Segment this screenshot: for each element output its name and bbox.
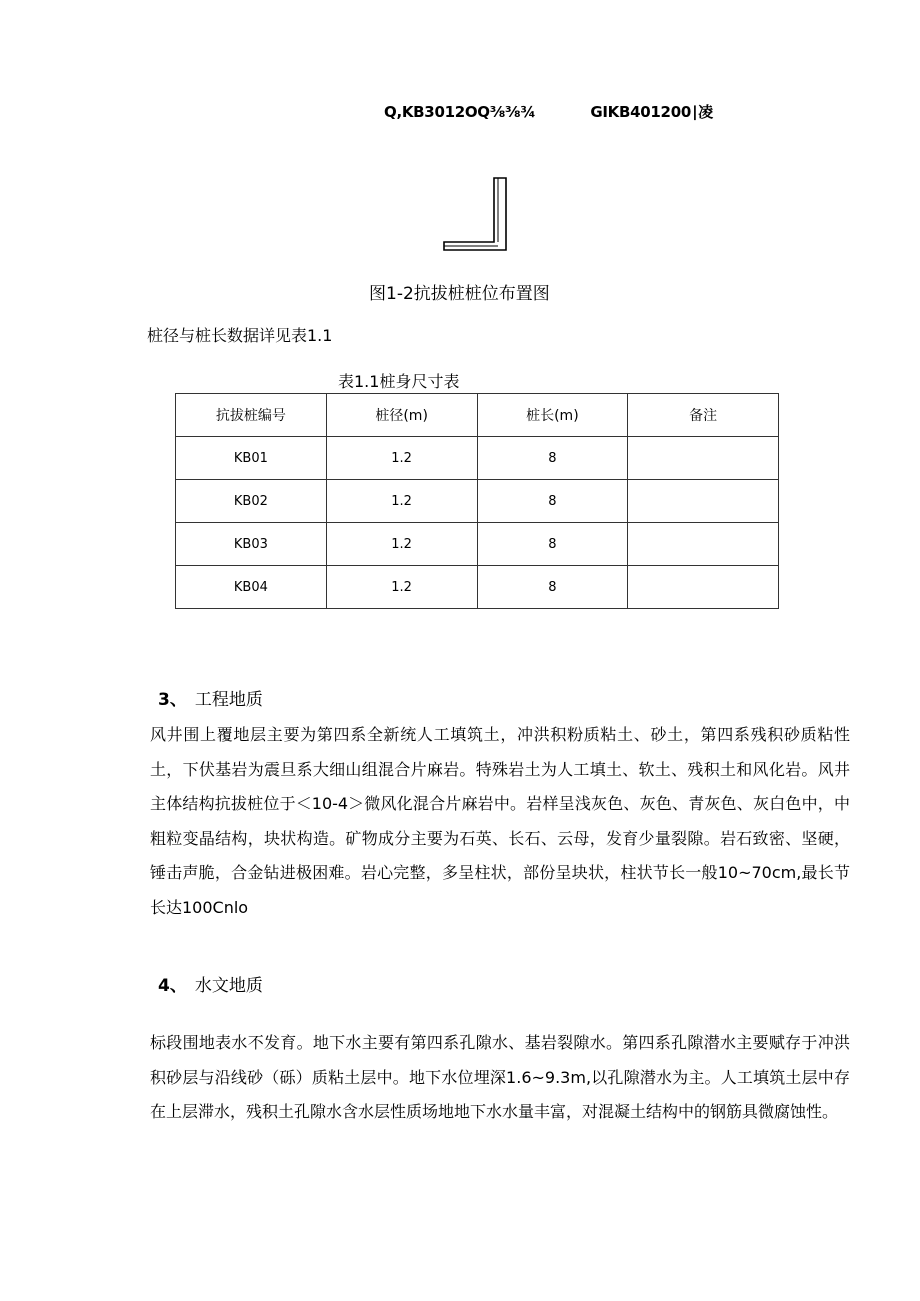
cell-remarks bbox=[628, 480, 779, 523]
figure-pile-labels bbox=[384, 101, 713, 122]
cell-pile-id: KB02 bbox=[176, 480, 327, 523]
section-3-paragraph: 风井围上覆地层主要为第四系全新统人工填筑土，冲洪积粉质粘土、砂土，第四系残积砂质粘性土，下伏基岩为震旦系大细山组混合片麻岩。特殊岩土为人工填土、软土、残积土和风化岩。风井主体结构抗拔桩位于＜10-4＞微风化混合片麻岩中。岩样呈浅灰色、灰色、青灰色、灰白色中，中粗粒变晶结构，块状构造。矿物成分主要为石英、长石、云母，发育少量裂隙。岩石致密、坚硬，锤击声脆，合金钻进极困难。岩心完整，多呈柱状，部份呈块状，柱状节长一般10~70cm,最长节长达100Cnlo bbox=[150, 725, 850, 917]
pile-label-right: GIKB401200∣凌 bbox=[590, 103, 713, 121]
cell-length: 8 bbox=[477, 480, 628, 523]
table-row bbox=[176, 480, 779, 523]
wall-outline bbox=[444, 178, 506, 250]
cell-length: 8 bbox=[477, 523, 628, 566]
header-length: 桩长(m) bbox=[477, 394, 628, 437]
section-4-paragraph: 标段围地表水不发育。地下水主要有第四系孔隙水、基岩裂隙水。第四系孔隙潜水主要赋存于冲洪积砂层与沿线砂（砾）质粘土层中。地下水位埋深1.6~9.3m,以孔隙潜水为主。人工填筑土层中存在上层滞水，残积土孔隙水含水层性质场地地下水水量丰富，对混凝土结构中的钢筋具微腐蚀性。 bbox=[150, 1033, 850, 1121]
section-3-heading bbox=[158, 685, 263, 710]
header-pile-id: 抗拔桩编号 bbox=[176, 394, 327, 437]
table-row bbox=[176, 523, 779, 566]
cell-remarks bbox=[628, 566, 779, 609]
header-diameter: 桩径(m) bbox=[326, 394, 477, 437]
section-3-number: 3、 bbox=[158, 690, 187, 710]
table-row bbox=[176, 566, 779, 609]
section-3-title: 工程地质 bbox=[194, 690, 263, 710]
pile-size-table bbox=[175, 393, 779, 609]
pile-layout-diagram bbox=[438, 176, 518, 256]
pile-label-left: Q,KB3012OQ⅜⅜¾ bbox=[384, 103, 536, 121]
section-4-title: 水文地质 bbox=[194, 976, 263, 996]
figure-caption: 图1-2抗拔桩桩位布置图 bbox=[369, 284, 550, 304]
cell-remarks bbox=[628, 523, 779, 566]
header-remarks: 备注 bbox=[628, 394, 779, 437]
table-header-row bbox=[176, 394, 779, 437]
table-caption: 表1.1桩身尺寸表 bbox=[338, 372, 460, 391]
intro-text: 桩径与桩长数据详见表1.1 bbox=[147, 326, 333, 345]
cell-pile-id: KB03 bbox=[176, 523, 327, 566]
cell-diameter: 1.2 bbox=[326, 480, 477, 523]
cell-diameter: 1.2 bbox=[326, 566, 477, 609]
table-row bbox=[176, 437, 779, 480]
cell-pile-id: KB01 bbox=[176, 437, 327, 480]
cell-length: 8 bbox=[477, 566, 628, 609]
cell-pile-id: KB04 bbox=[176, 566, 327, 609]
section-4-number: 4、 bbox=[158, 976, 187, 996]
cell-diameter: 1.2 bbox=[326, 437, 477, 480]
section-4-heading bbox=[158, 971, 263, 996]
cell-remarks bbox=[628, 437, 779, 480]
cell-diameter: 1.2 bbox=[326, 523, 477, 566]
cell-length: 8 bbox=[477, 437, 628, 480]
